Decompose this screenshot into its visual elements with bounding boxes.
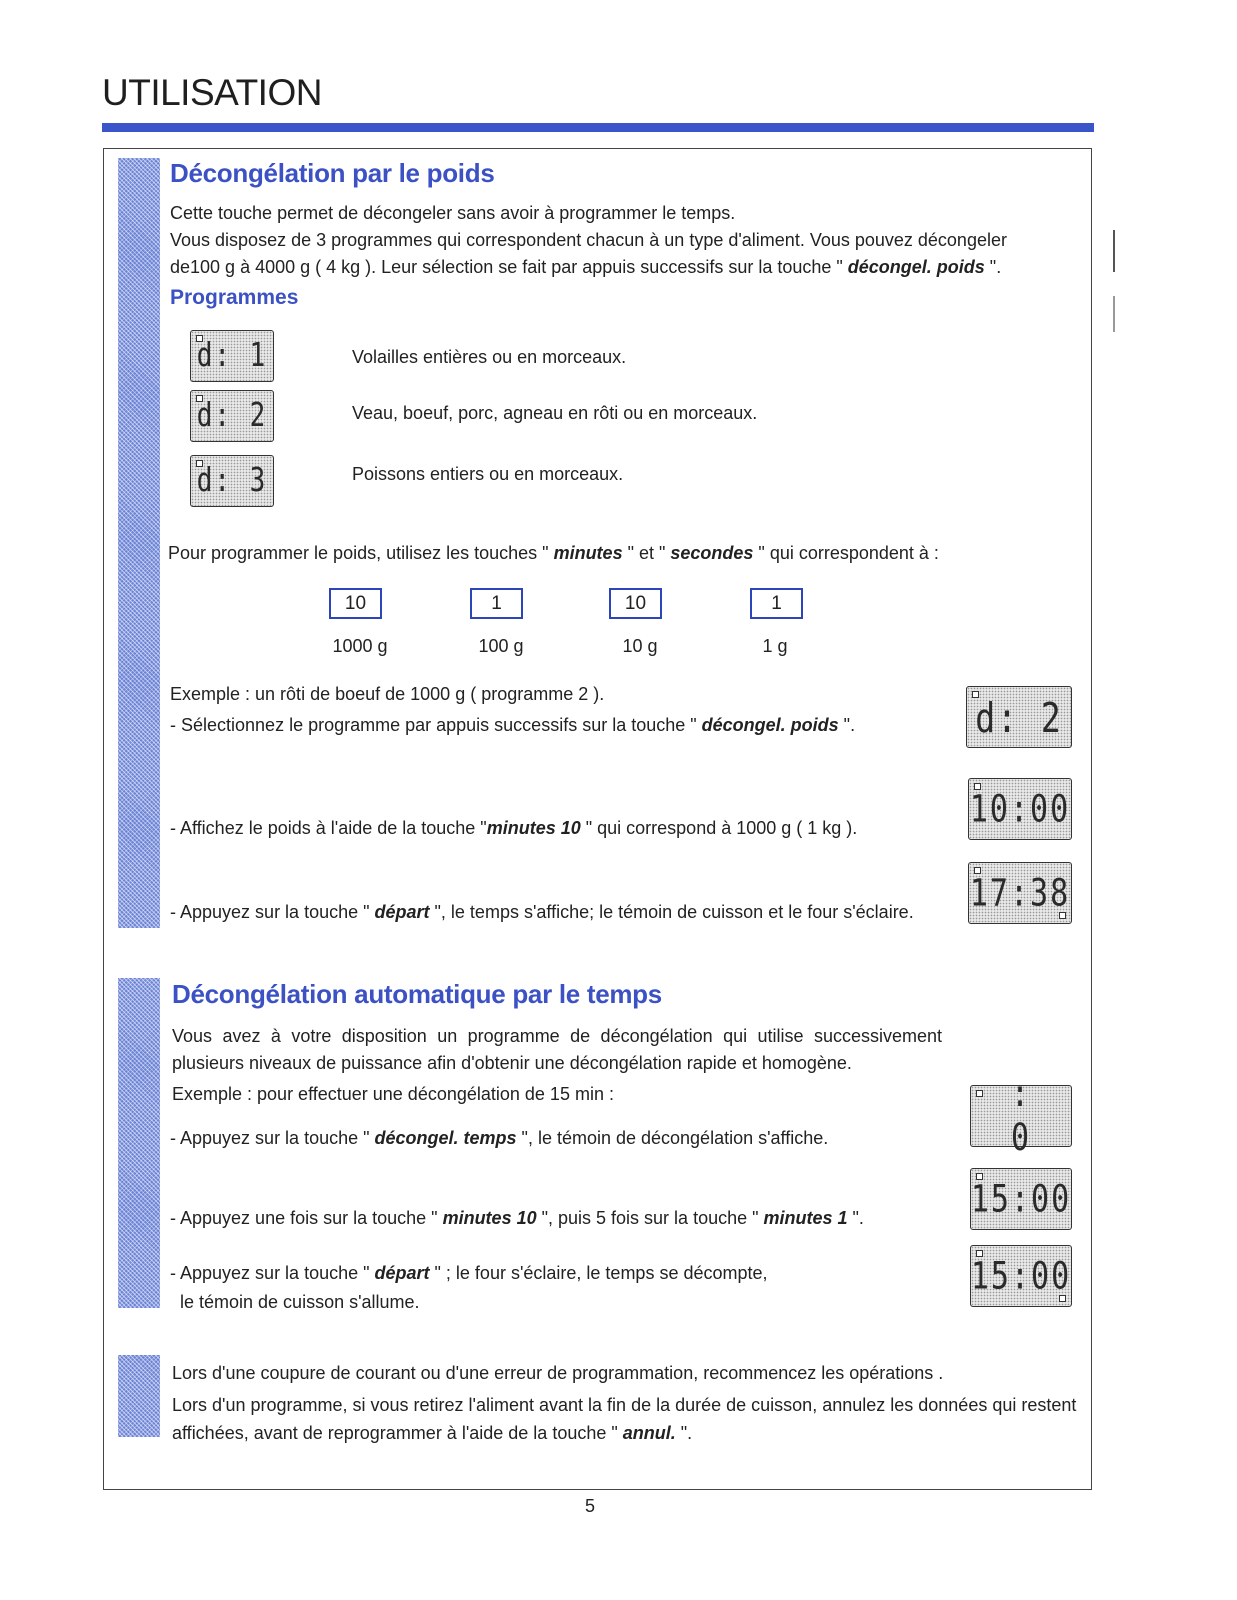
weight-key: 1 <box>470 588 523 619</box>
note-line: Lors d'un programme, si vous retirez l'aliment avant la fin de la durée de cuisson, annulez les données qui restent <box>172 1395 1077 1415</box>
note-line <box>172 1420 692 1447</box>
time-example-title: Exemple : pour effectuer une décongélation de 15 min : <box>172 1084 614 1104</box>
weight-label: 1 g <box>762 636 788 656</box>
key-name: décongel. poids <box>701 715 839 735</box>
weight-key: 10 <box>329 588 382 619</box>
lcd-display <box>190 455 274 507</box>
example-step <box>170 899 914 926</box>
step-text: ", le temps s'affiche; le témoin de cuisson et le four s'éclaire. <box>429 902 914 922</box>
lcd-value: d: 1 <box>196 337 268 375</box>
lcd-display <box>966 686 1072 748</box>
lcd-value: 10:00 <box>969 787 1071 831</box>
section-title-weight: Décongélation par le poids <box>170 158 495 188</box>
example-title: Exemple : un rôti de boeuf de 1000 g ( programme 2 ). <box>170 684 605 704</box>
lcd-display <box>190 390 274 442</box>
time-step-line2: le témoin de cuisson s'allume. <box>180 1292 420 1312</box>
step-text: ". <box>838 715 856 735</box>
step-text: - Affichez le poids à l'aide de la touche " <box>170 818 487 838</box>
note-side-bar <box>118 1355 160 1437</box>
key-name: minutes 10 <box>442 1208 537 1228</box>
time-intro: Vous avez à votre disposition un programme de décongélation qui utilise successivement plusieurs niveaux de puissance afin d'obtenir une décongélation rapide et homogène. <box>172 1026 942 1073</box>
note-text: ". <box>675 1423 693 1443</box>
lcd-value: 15:00 <box>970 1254 1072 1298</box>
lcd-value: d: 3 <box>196 462 268 500</box>
programs-title: Programmes <box>170 286 299 309</box>
key-name: minutes 10 <box>486 818 581 838</box>
intro-text: de100 g à 4000 g ( 4 kg ). Leur sélection se fait par appuis successifs sur la touche " <box>170 257 848 277</box>
example-step <box>170 712 855 739</box>
step-text: ". <box>847 1208 864 1228</box>
time-step <box>170 1260 768 1287</box>
note-text: affichées, avant de reprogrammer à l'aide de la touche " <box>172 1423 623 1443</box>
page-title: UTILISATION <box>102 72 322 113</box>
step-text: - Appuyez une fois sur la touche " <box>170 1208 443 1228</box>
key-name: minutes 1 <box>763 1208 848 1228</box>
keys-sentence <box>168 540 939 567</box>
intro-line: Vous disposez de 3 programmes qui correspondent chacun à un type d'aliment. Vous pouvez décongeler <box>170 230 1007 250</box>
note-line: Lors d'une coupure de courant ou d'une erreur de programmation, recommencez les opérations . <box>172 1363 944 1383</box>
sentence-text: " et " <box>622 543 671 563</box>
weight-label: 10 g <box>622 636 658 656</box>
step-text: ", puis 5 fois sur la touche " <box>536 1208 764 1228</box>
lcd-value: : 0 <box>1011 1072 1032 1160</box>
sentence-text: " qui correspondent à : <box>753 543 939 563</box>
step-text: " qui correspond à 1000 g ( 1 kg ). <box>580 818 858 838</box>
step-text: - Sélectionnez le programme par appuis successifs sur la touche " <box>170 715 702 735</box>
weight-key: 1 <box>750 588 803 619</box>
step-text: " ; le four s'éclaire, le temps se décompte, <box>429 1263 768 1283</box>
key-name: annul. <box>622 1423 676 1443</box>
step-text: ", le témoin de décongélation s'affiche. <box>516 1128 829 1148</box>
program-label: Veau, boeuf, porc, agneau en rôti ou en morceaux. <box>352 403 758 423</box>
lcd-value: 15:00 <box>970 1177 1072 1221</box>
key-name: départ <box>374 1263 430 1283</box>
intro-line <box>170 254 1001 281</box>
program-label: Poissons entiers ou en morceaux. <box>352 464 624 484</box>
step-text: - Appuyez sur la touche " <box>170 902 375 922</box>
lcd-display <box>970 1168 1072 1230</box>
key-name: secondes <box>670 543 754 563</box>
lcd-value: 17:38 <box>969 871 1071 915</box>
lcd-display <box>968 778 1072 840</box>
lcd-value: d: 2 <box>975 692 1063 742</box>
sentence-text: Pour programmer le poids, utilisez les touches " <box>168 543 554 563</box>
weight-label: 1000 g <box>332 636 388 656</box>
lcd-display <box>190 330 274 382</box>
example-step <box>170 815 857 842</box>
time-step <box>170 1125 828 1152</box>
key-name: minutes <box>553 543 623 563</box>
intro-text: ". <box>984 257 1002 277</box>
program-label: Volailles entières ou en morceaux. <box>352 347 627 367</box>
intro-line: Cette touche permet de décongeler sans avoir à programmer le temps. <box>170 203 736 223</box>
margin-mark <box>1113 230 1115 272</box>
indicator-dot <box>976 1090 983 1097</box>
section-side-bar <box>118 978 160 1308</box>
step-text: - Appuyez sur la touche " <box>170 1128 375 1148</box>
key-name: décongel. temps <box>374 1128 517 1148</box>
key-name: départ <box>374 902 430 922</box>
title-rule <box>102 123 1094 132</box>
weight-key: 10 <box>609 588 662 619</box>
lcd-display <box>970 1072 1072 1160</box>
lcd-value: d: 2 <box>196 397 268 435</box>
lcd-display <box>970 1245 1072 1307</box>
section-side-bar <box>118 158 160 928</box>
weight-label: 100 g <box>478 636 524 656</box>
step-text: - Appuyez sur la touche " <box>170 1263 375 1283</box>
key-name: décongel. poids <box>847 257 985 277</box>
page-number: 5 <box>585 1496 596 1516</box>
section-title-time: Décongélation automatique par le temps <box>172 979 662 1009</box>
time-step <box>170 1205 864 1232</box>
lcd-display <box>968 862 1072 924</box>
margin-mark <box>1113 296 1115 332</box>
